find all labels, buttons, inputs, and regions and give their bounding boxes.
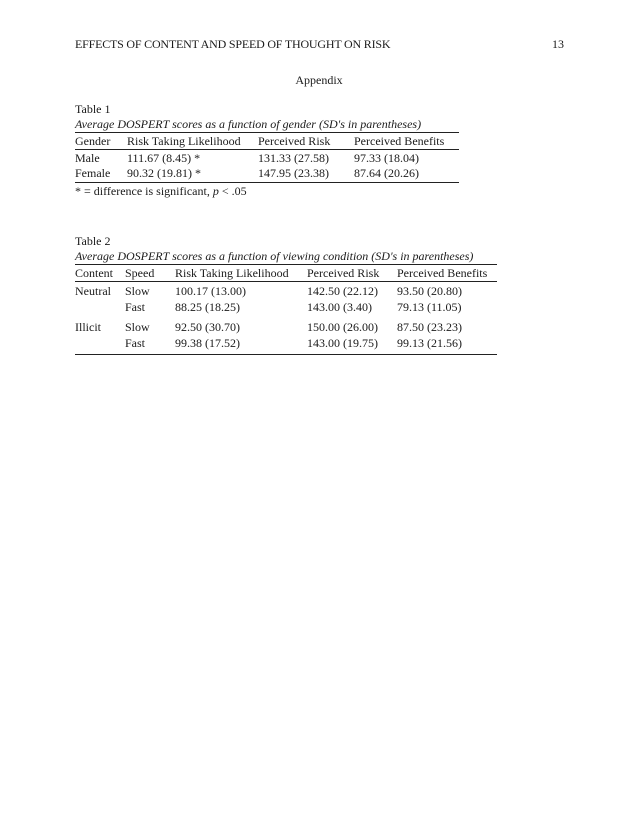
cell: Slow xyxy=(125,320,150,334)
table1-col-risk: Perceived Risk xyxy=(258,134,331,148)
cell: 99.38 (17.52) xyxy=(175,336,240,350)
table1-block xyxy=(75,102,459,199)
table-row xyxy=(75,150,459,167)
cell: Fast xyxy=(125,300,146,314)
cell: 87.50 (23.23) xyxy=(397,320,462,334)
cell: Illicit xyxy=(75,320,101,334)
cell: 99.13 (21.56) xyxy=(397,336,462,350)
table-row xyxy=(75,298,497,314)
cell: Slow xyxy=(125,284,150,298)
cell: 79.13 (11.05) xyxy=(397,300,462,314)
table2-block xyxy=(75,234,497,355)
table2-col-content: Content xyxy=(75,266,113,280)
table-row xyxy=(75,166,459,183)
cell: 92.50 (30.70) xyxy=(175,320,240,334)
table1-label: Table 1 xyxy=(75,102,111,116)
cell: 90.32 (19.81) * xyxy=(127,166,201,180)
table2-header-row xyxy=(75,265,497,282)
table1-header-row xyxy=(75,133,459,150)
cell: 111.67 (8.45) * xyxy=(127,151,201,165)
note-threshold: < .05 xyxy=(218,184,247,198)
cell: 143.00 (3.40) xyxy=(307,300,372,314)
cell: 93.50 (20.80) xyxy=(397,284,462,298)
cell xyxy=(75,334,125,355)
cell: 97.33 (18.04) xyxy=(354,151,419,165)
table2-col-speed: Speed xyxy=(125,266,155,280)
cell: Female xyxy=(75,166,111,180)
cell: 131.33 (27.58) xyxy=(258,151,329,165)
table1-col-rtl: Risk Taking Likelihood xyxy=(127,134,241,148)
running-head: EFFECTS OF CONTENT AND SPEED OF THOUGHT ON RISK xyxy=(75,37,391,51)
cell: 143.00 (19.75) xyxy=(307,336,378,350)
cell: 88.25 (18.25) xyxy=(175,300,240,314)
cell: Fast xyxy=(125,336,146,350)
table-row xyxy=(75,282,497,299)
cell: 147.95 (23.38) xyxy=(258,166,329,180)
cell: 100.17 (13.00) xyxy=(175,284,246,298)
table2-col-risk: Perceived Risk xyxy=(307,266,380,280)
table1-col-benefits: Perceived Benefits xyxy=(354,134,445,148)
cell: Neutral xyxy=(75,284,111,298)
table2-col-rtl: Risk Taking Likelihood xyxy=(175,266,289,280)
table2-label: Table 2 xyxy=(75,234,111,248)
cell: 142.50 (22.12) xyxy=(307,284,378,298)
cell: 150.00 (26.00) xyxy=(307,320,378,334)
cell xyxy=(75,298,125,314)
cell: 87.64 (20.26) xyxy=(354,166,419,180)
table2-caption: Average DOSPERT scores as a function of viewing condition (SD's in parentheses) xyxy=(75,249,474,263)
table1 xyxy=(75,132,459,183)
table2 xyxy=(75,264,497,355)
note-p: p xyxy=(212,184,219,198)
table1-col-gender: Gender xyxy=(75,134,111,148)
appendix-title: Appendix xyxy=(295,73,343,87)
table2-col-benefits: Perceived Benefits xyxy=(397,266,488,280)
page-number: 13 xyxy=(552,37,564,51)
note-text: * = difference is significant, xyxy=(75,184,213,198)
cell: Male xyxy=(75,151,100,165)
table-row xyxy=(75,334,497,355)
table1-note xyxy=(75,183,459,199)
table1-caption: Average DOSPERT scores as a function of gender (SD's in parentheses) xyxy=(75,117,422,131)
table-row xyxy=(75,314,497,334)
